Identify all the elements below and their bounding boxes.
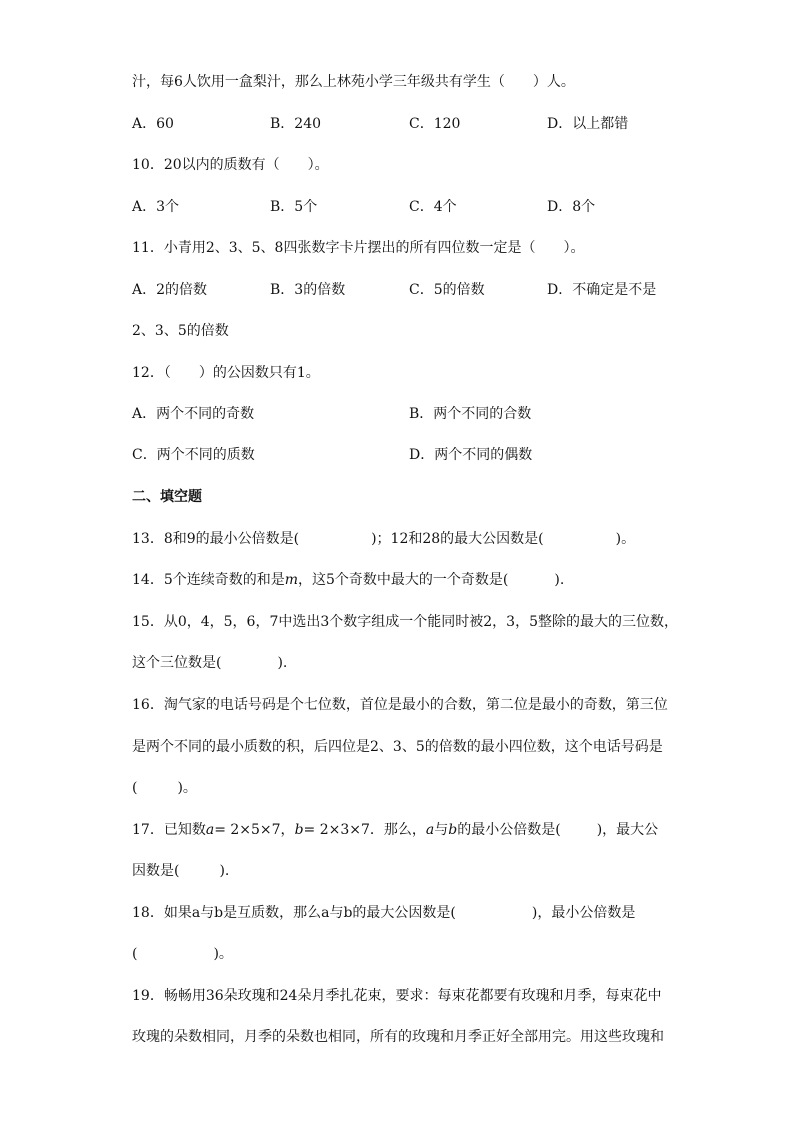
q12-options-row1	[132, 403, 672, 425]
q12-option-b: B．两个不同的合数	[409, 406, 532, 422]
q10-option-d: D．8个	[547, 199, 596, 215]
q9-option-b: B．240	[270, 116, 322, 132]
q9-option-c: C．120	[409, 116, 461, 132]
q11-stem: 11．小青用2、3、5、8四张数字卡片摆出的所有四位数一定是（ ）。	[132, 240, 585, 256]
q9-continuation: 汁，每6人饮用一盒梨汁，那么上林苑小学三年级共有学生（ ）人。	[132, 74, 575, 90]
q9-option-a: A．60	[132, 116, 174, 132]
q10-option-c: C．4个	[409, 199, 457, 215]
q12-option-d: D．两个不同的偶数	[409, 447, 533, 463]
q16-continuation: 是两个不同的最小质数的积，后四位是2、3、5的倍数的最小四位数，这个电话号码是	[132, 739, 663, 755]
q11-option-d-continuation: 2、3、5的倍数	[132, 323, 229, 339]
q12-options-row2	[132, 444, 672, 466]
q11-option-d: D．不确定是不是	[547, 282, 657, 298]
q17-stem: 17．已知数a= 2×5×7，b= 2×3×7．那么，a与b的最小公倍数是( )，最大公	[132, 822, 659, 838]
q15-continuation: 这个三位数是( ).	[132, 655, 288, 671]
q10-option-b: B．5个	[270, 199, 318, 215]
q19-stem: 19．畅畅用36朵玫瑰和24朵月季扎花束，要求：每束花都要有玫瑰和月季，每束花中	[132, 988, 662, 1004]
q16-answer-line: ( )。	[132, 780, 197, 796]
q9-options	[132, 113, 672, 135]
q11-option-c: C．5的倍数	[409, 282, 485, 298]
q9-option-d: D．以上都错	[547, 116, 629, 132]
q10-options	[132, 196, 672, 218]
q18-continuation: ( )。	[132, 946, 233, 962]
q13-stem: 13．8和9的最小公倍数是( )；12和28的最大公因数是( )。	[132, 531, 636, 547]
q16-stem: 16．淘气家的电话号码是个七位数，首位是最小的合数，第二位是最小的奇数，第三位	[132, 697, 668, 713]
q12-option-c: C．两个不同的质数	[132, 447, 255, 463]
section-heading-fill-in: 二、填空题	[132, 489, 202, 505]
q11-options	[132, 279, 672, 301]
q10-stem: 10．20以内的质数有（ ）。	[132, 157, 329, 173]
q10-option-a: A．3个	[132, 199, 180, 215]
q11-option-b: B．3的倍数	[270, 282, 346, 298]
q17-continuation: 因数是( ).	[132, 863, 230, 879]
q11-option-a: A．2的倍数	[132, 282, 208, 298]
q18-stem: 18．如果a与b是互质数，那么a与b的最大公因数是( )，最小公倍数是	[132, 905, 636, 921]
q14-stem: 14．5个连续奇数的和是m，这5个奇数中最大的一个奇数是( ).	[132, 572, 565, 588]
q19-continuation: 玫瑰的朵数相同，月季的朵数也相同，所有的玫瑰和月季正好全部用完。用这些玫瑰和	[132, 1029, 664, 1045]
q12-option-a: A．两个不同的奇数	[132, 406, 255, 422]
q15-stem: 15．从0，4，5，6，7中选出3个数字组成一个能同时被2，3，5整除的最大的三位数，	[132, 614, 678, 630]
q12-stem: 12．（ ）的公因数只有1。	[132, 365, 320, 381]
